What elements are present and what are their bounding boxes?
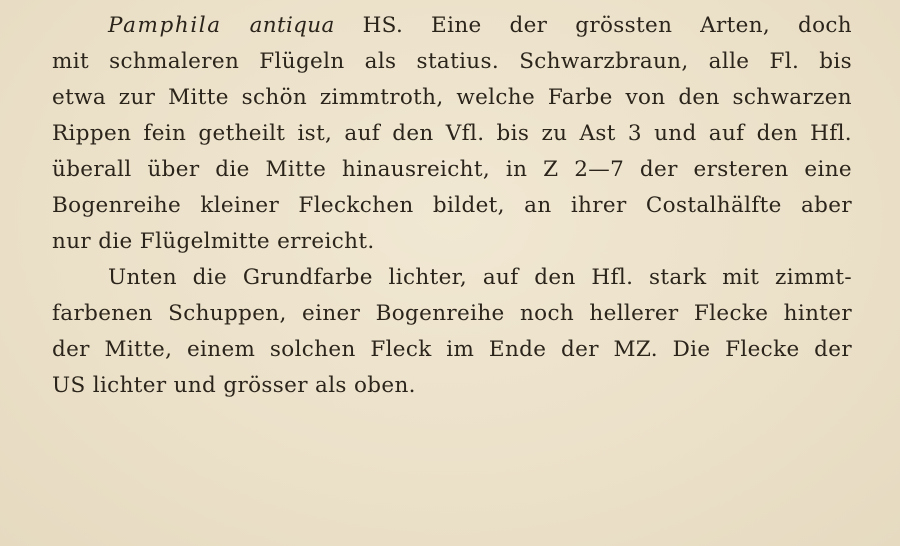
text-line: Unten die Grundfarbe lichter, auf den Hfl. stark mit zimmt- xyxy=(108,265,852,290)
line-text: HS. Eine der grössten Arten, doch xyxy=(362,13,853,38)
paragraph-1 xyxy=(52,8,852,260)
species-genus: Pamphila xyxy=(108,13,222,38)
text-line xyxy=(52,8,852,44)
text-line: Bogenreihe kleiner Fleckchen bildet, an ihrer Costalhälfte aber xyxy=(52,193,852,218)
species-epithet: antiqua xyxy=(249,13,335,38)
text-line: nur die Flügelmitte erreicht. xyxy=(52,229,375,254)
text-line: etwa zur Mitte schön zimmtroth, welche Farbe von den schwarzen xyxy=(52,85,852,110)
text-block xyxy=(52,8,852,404)
paragraph-2 xyxy=(52,260,852,404)
text-line: farbenen Schuppen, einer Bogenreihe noch hellerer Flecke hinter xyxy=(52,301,852,326)
text-line: mit schmaleren Flügeln als statius. Schwarzbraun, alle Fl. bis xyxy=(52,49,852,74)
text-line: der Mitte, einem solchen Fleck im Ende der MZ. Die Flecke der xyxy=(52,337,852,362)
text-line: US lichter und grösser als oben. xyxy=(52,373,416,398)
text-line: Rippen fein getheilt ist, auf den Vfl. bis zu Ast 3 und auf den Hfl. xyxy=(52,121,852,146)
text-line: überall über die Mitte hinausreicht, in Z 2—7 der ersteren eine xyxy=(52,157,852,182)
